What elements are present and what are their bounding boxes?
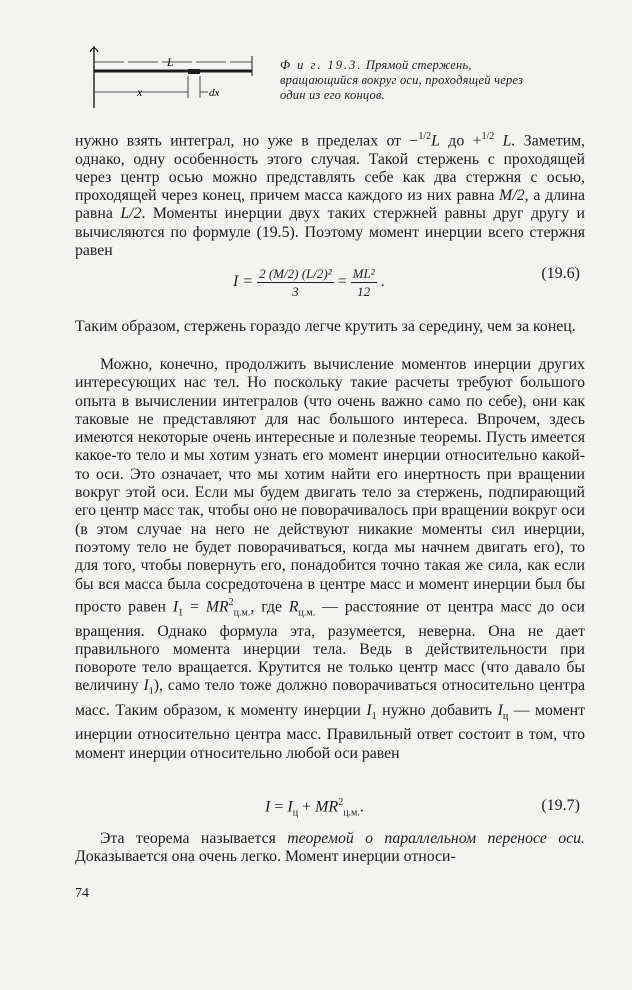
rod-figure — [82, 42, 262, 112]
equation-number: (19.6) — [541, 265, 580, 282]
figure-caption — [280, 58, 530, 103]
paragraph-1: нужно взять интеграл, но уже в пределах от −$^{1/2}$L до +$^{1/2}$ L. Заметим, однако, одну особенность этого случая. Такой стержень с проходящей через центр осью можно представлять себе как два стержня с осью, проходящей через конец, причем масса каждого из них равна M/2, а длина равна L/2. Моменты инерции двух таких стержней равны друг другу и вычисляются по формуле (19.5). Поэтому момент инерции всего стержня равен — [75, 131, 586, 260]
caption-text: Прямой стержень, вращающийся вокруг оси, проходящей через один из его концов. — [280, 58, 524, 102]
paragraph-4: Эта теорема называется теоремой о параллельном переносе оси. Доказывается она очень легко. Момент инерции относи- — [75, 830, 585, 866]
equation-number: (19.7) — [541, 797, 580, 814]
element-dx — [188, 69, 200, 74]
page-number: 74 — [75, 886, 89, 901]
caption-label: Ф и г. 19.3. — [280, 58, 363, 72]
paragraph-2: Таким образом, стержень гораздо легче крутить за середину, чем за конец. — [75, 318, 576, 335]
label-dx: dx — [209, 87, 220, 99]
equation-19-7: $I = I_ц + MR^2_{ц.м.}$. (19.7) — [265, 797, 580, 819]
equation-19-6: I = $\frac{\text{2 (M/2) (L/2)²}}{3}$ = $\frac{\text{ML²}}{12}$ . (19.6) — [233, 265, 580, 299]
paragraph-3: Можно, конечно, продолжить вычисление моментов инерции других интересующих нас тел. Но поскольку такие расчеты требуют большого опыта в вычислении интегралов (что очень важно само по себе), они как таковые не представляют для нас большого интереса. Впрочем, здесь имеются некоторые очень интересные и полезные теоремы. Пусть имеется какое-то тело и мы хотим узнать его момент инерции относительно какой-то оси. Это означает, что мы хотим найти его инертность при вращении вокруг этой оси. Если мы будем двигать тело за стержень, подпирающий его центр масс так, чтобы оно не поворачивалось при вращении вокруг оси (в этом случае на него не действуют никакие моменты сил инерции, поэтому тело не будет поворачиваться, когда мы начнем двигать его), то для того, чтобы повернуть его, понадобится точно такая же сила, как если бы вся масса была сосредоточена в центре масс и момент инерции был бы просто равен $I_1 = MR^2_{ц.м.}$, где $R_{ц.м.}$ — расстояние от центра масс до оси вращения. Однако формула эта, разумеется, неверна. Она не дает правильного момента инерции тела. Ведь в действительности при повороте тело вращается. Крутится не только центр масс (что давало бы величину $I_1$), само тело тоже должно поворачиваться относительно центра масс. Таким образом, к моменту инерции $I_1$ нужно добавить $I_ц$ — момент инерции относительно центра масс. Правильный ответ состоит в том, что момент инерции относительно любой оси равен — [75, 356, 585, 762]
label-L: L — [167, 55, 174, 69]
label-x: x — [137, 85, 143, 99]
